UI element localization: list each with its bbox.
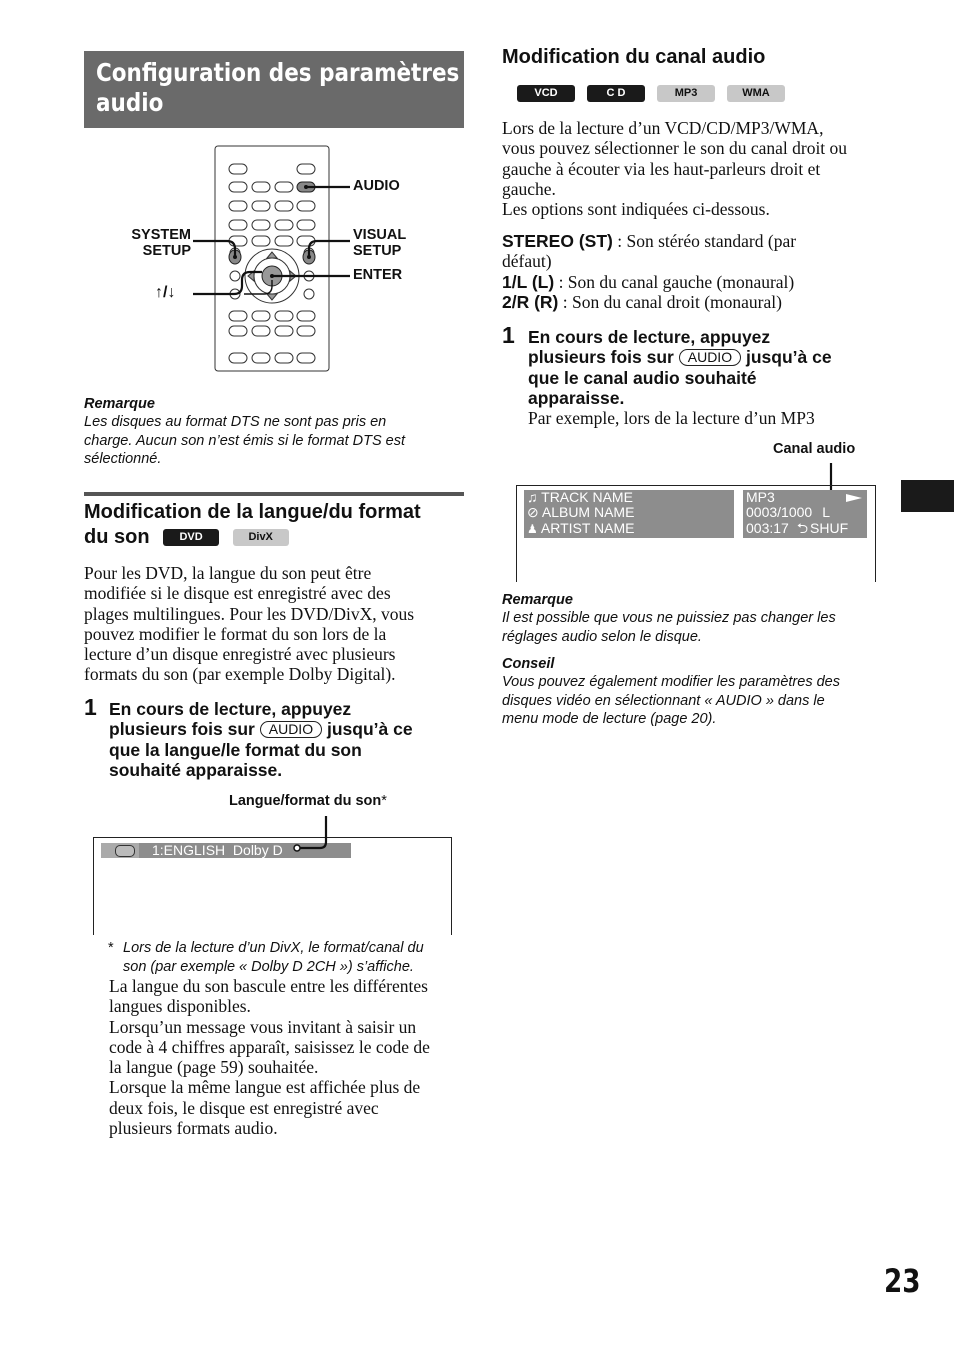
- osd-format: MP3: [746, 489, 775, 505]
- note-line: charge. Aucun son n’est émis si le format DTS est: [84, 432, 406, 449]
- page-title: [84, 51, 464, 128]
- tip-line: menu mode de lecture (page 20).: [502, 711, 717, 727]
- note-heading: Remarque: [502, 592, 573, 608]
- page-title-line2: audio: [96, 88, 164, 117]
- option-right: 2/R (R) : Son du canal droit (monaural): [502, 291, 782, 312]
- osd-playback-info: [743, 490, 867, 538]
- tip-line: Vous pouvez également modifier les paramètres des: [502, 674, 840, 690]
- remote-label-system-setup: SYSTEM SETUP: [131, 227, 191, 259]
- section-heading-audio-channel: Modification du canal audio: [502, 46, 766, 68]
- disc-icon: ⊘: [527, 504, 539, 520]
- note-line: Les disques au format DTS ne sont pas pris en: [84, 414, 387, 430]
- section2-intro: Pour les DVD, la langue du son peut être modifiée si le disque est enregistré avec des plages multilingues. Pour les DVD/DivX, vous pouvez modifier le format du son lors de la lecture d’un disque enregistré avec plusieurs formats du son (par exemple Dolby Digital).: [84, 563, 415, 685]
- note-dts: [84, 395, 464, 469]
- note-line: réglages audio selon le disque.: [502, 628, 702, 645]
- chapter-tab-marker: [901, 480, 954, 512]
- step-instruction: En cours de lecture, appuyez plusieurs fois sur AUDIO jusqu’à ce que le canal audio souhaité apparaisse.: [528, 327, 832, 408]
- music-note-icon: ♫: [527, 489, 538, 505]
- callout-audio-channel: Canal audio: [773, 441, 856, 457]
- step-number: 1: [502, 322, 515, 348]
- badge-vcd: VCD: [517, 85, 575, 102]
- osd-shuffle: SHUF: [810, 520, 849, 536]
- section3-intro: Lors de la lecture d’un VCD/CD/MP3/WMA, vous pouvez sélectionner le son du canal droit ou gauche à écouter via les haut-parleurs droit et gauche. Les options sont indiquées ci-dessous.: [502, 118, 848, 220]
- option-left: 1/L (L) : Son du canal gauche (monaural): [502, 271, 795, 292]
- note-audio-settings: [502, 591, 892, 646]
- osd-channel: L: [822, 504, 830, 520]
- osd-time: 003:17: [746, 520, 789, 536]
- section-heading-language: Modification de la langue/du format du son DVD DivX: [84, 501, 421, 548]
- remote-label-arrows: ↑/↓: [155, 284, 176, 301]
- audio-key: AUDIO: [679, 349, 741, 366]
- remote-control-diagram: [84, 140, 464, 380]
- note-line: Il est possible que vous ne puissiez pas changer les: [502, 610, 836, 626]
- tip-heading: Conseil: [502, 656, 555, 672]
- remote-label-visual-setup: VISUAL SETUP: [353, 227, 407, 259]
- play-icon: [846, 494, 862, 502]
- note-heading: Remarque: [84, 396, 155, 412]
- tip-box: [502, 655, 892, 729]
- remote-label-enter: ENTER: [353, 267, 403, 283]
- page-number: 23: [884, 1262, 921, 1300]
- step-number: 1: [84, 694, 97, 720]
- badge-wma: WMA: [727, 85, 785, 102]
- osd-artist-name: ARTIST NAME: [540, 520, 635, 536]
- repeat-icon: ⮌: [796, 520, 809, 536]
- page-title-line1: Configuration des paramètres: [96, 58, 460, 87]
- format-badges: [517, 84, 785, 102]
- note-line: sélectionné.: [84, 451, 162, 467]
- badge-dvd: DVD: [163, 529, 219, 546]
- osd-language-text: 1:ENGLISH Dolby D: [152, 842, 283, 858]
- badge-divx: DivX: [233, 529, 289, 546]
- section-divider: [84, 492, 464, 496]
- badge-mp3: MP3: [657, 85, 715, 102]
- option-stereo-cont: défaut): [502, 251, 552, 272]
- callout-leader-language: [290, 814, 330, 856]
- tip-line: disques vidéo en sélectionnant « AUDIO » dans le: [502, 692, 825, 709]
- remote-label-audio: AUDIO: [353, 178, 400, 194]
- badge-cd: C D: [587, 85, 645, 102]
- step-example: Par exemple, lors de la lecture d’un MP3: [528, 408, 815, 428]
- osd-track-name: TRACK NAME: [541, 489, 633, 505]
- footnote: * Lors de la lecture d’un DivX, le format/canal du son (par exemple « Dolby D 2CH ») s’affiche.: [108, 940, 424, 975]
- osd-track-info: [524, 490, 734, 538]
- osd-counter: 0003/1000: [746, 504, 813, 520]
- audio-options-list: [502, 231, 892, 312]
- step-instruction: En cours de lecture, appuyez plusieurs fois sur AUDIO jusqu’à ce que la langue/le format du son souhaité apparaisse.: [109, 699, 413, 780]
- option-stereo: STEREO (ST) : Son stéréo standard (par: [502, 231, 797, 251]
- osd-album-name: ALBUM NAME: [541, 504, 635, 520]
- person-icon: ♟: [527, 522, 538, 536]
- callout-language: Langue/format du son*: [229, 793, 387, 809]
- section2-after: La langue du son bascule entre les différentes langues disponibles. Lorsqu’un message vous invitant à saisir un code à 4 chiffres apparaît, saisissez le code de la langue (page 59) souhaitée. Lorsque la même langue est affichée plus de deux fois, le disque est enregistré avec plusieurs formats audio.: [109, 976, 430, 1139]
- audio-key: AUDIO: [260, 721, 322, 738]
